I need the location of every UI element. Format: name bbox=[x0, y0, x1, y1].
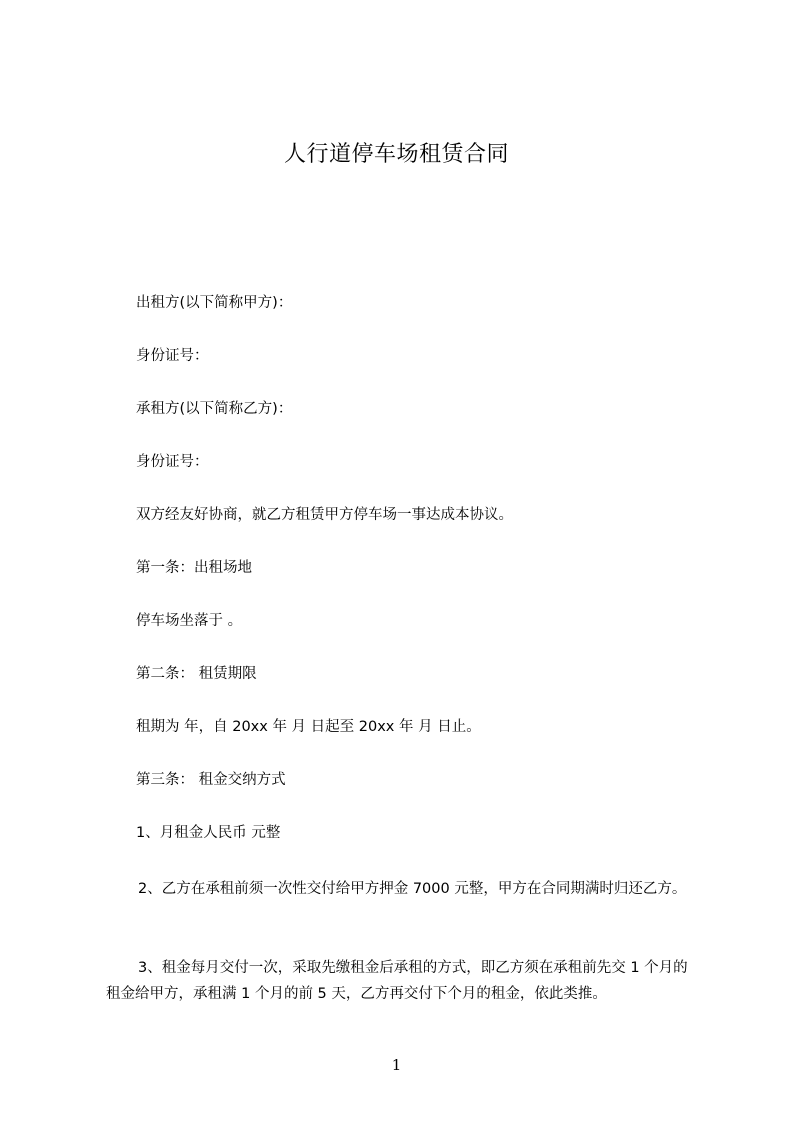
article-2-heading: 第二条： 租赁期限 bbox=[136, 666, 257, 682]
page-number: 1 bbox=[391, 1056, 402, 1074]
lessor-line: 出租方(以下简称甲方)： bbox=[136, 295, 293, 311]
article-3-heading: 第三条： 租金交纳方式 bbox=[136, 772, 286, 788]
lessor-id-line: 身份证号： bbox=[136, 348, 209, 364]
deposit-paragraph: 2、乙方在承租前须一次性交付给甲方押金 7000 元整，甲方在合同期满时归还乙方。 bbox=[138, 881, 687, 897]
lessee-id-line: 身份证号： bbox=[136, 454, 209, 470]
payment-paragraph: 3、租金每月交付一次，采取先缴租金后承租的方式，即乙方须在承租前先交 1 个月的租金给甲方，承租满 1 个月的前 5 天，乙方再交付下个月的租金，依此类推。 bbox=[106, 960, 688, 1002]
agreement-intro: 双方经友好协商，就乙方租赁甲方停车场一事达成本协议。 bbox=[136, 507, 513, 523]
document-title: 人行道停车场租赁合同 bbox=[283, 142, 509, 167]
lease-term-line: 租期为 年，自 20xx 年 月 日起至 20xx 年 月 日止。 bbox=[136, 719, 481, 735]
lessee-line: 承租方(以下简称乙方)： bbox=[136, 401, 293, 417]
parking-location-line: 停车场坐落于 。 bbox=[136, 613, 243, 629]
article-1-heading: 第一条：出租场地 bbox=[136, 560, 252, 576]
monthly-rent-line: 1、月租金人民币 元整 bbox=[136, 825, 281, 841]
